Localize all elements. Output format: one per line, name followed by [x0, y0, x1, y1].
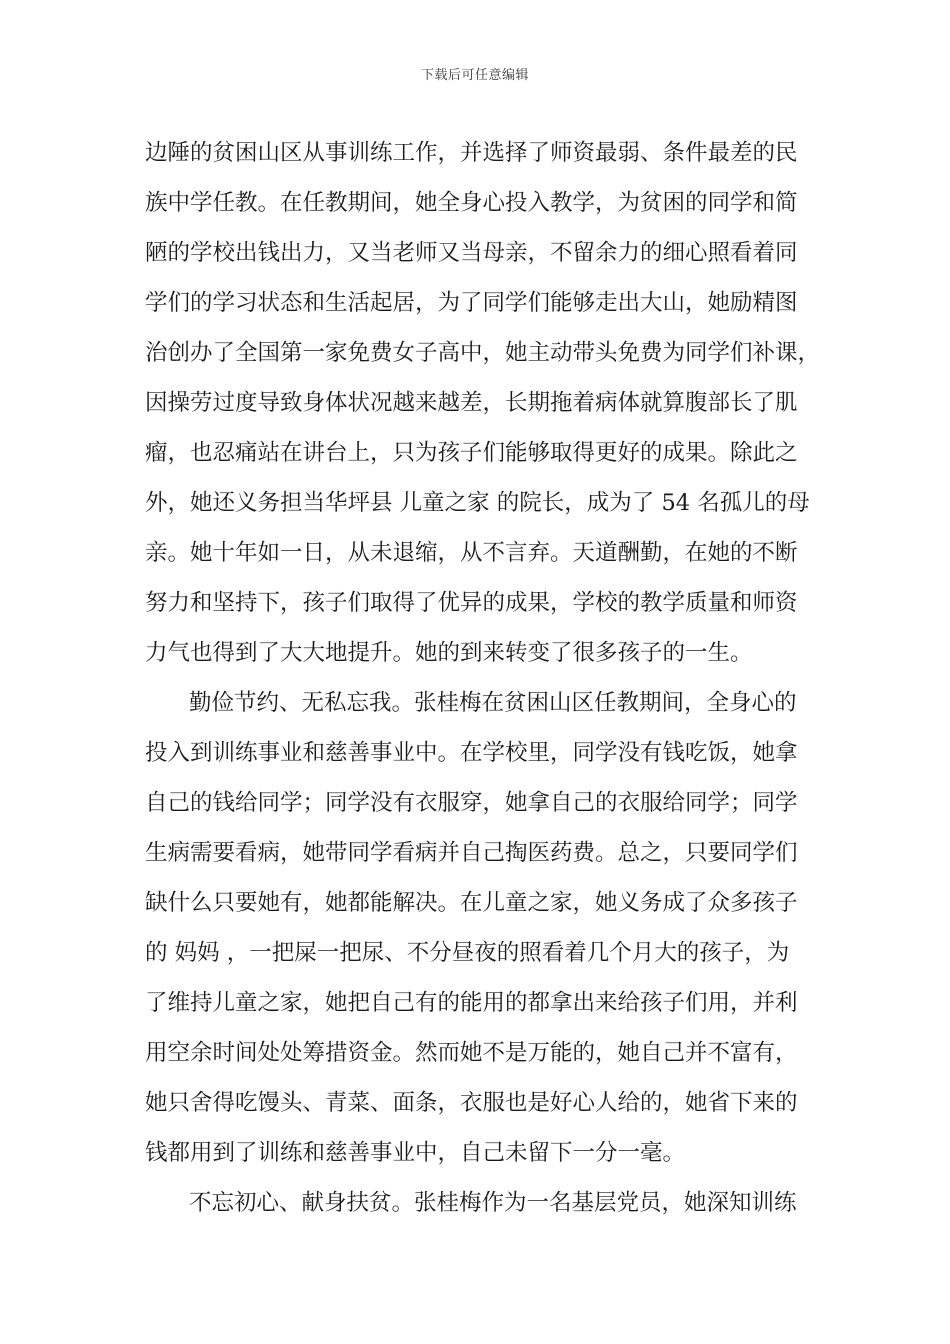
- text-line: 生病需要看病，她带同学看病并自己掏医药费。总之，只要同学们: [145, 840, 798, 866]
- text-line: 边陲的贫困山区从事训练工作，并选择了师资最弱、条件最差的民: [145, 140, 798, 166]
- text-line: 瘤，也忍痛站在讲台上，只为孩子们能够取得更好的成果。除此之: [145, 440, 798, 466]
- text-line: 陋的学校出钱出力，又当老师又当母亲，不留余力的细心照看着同: [145, 240, 798, 266]
- text-line: 钱都用到了训练和慈善事业中，自己未留下一分一毫。: [145, 1140, 686, 1166]
- text-line: 她只舍得吃馒头、青菜、面条，衣服也是好心人给的，她省下来的: [145, 1090, 798, 1116]
- text-line: 族中学任教。在任教期间，她全身心投入教学，为贫困的同学和简: [145, 190, 798, 216]
- paragraph: [145, 678, 807, 1178]
- paragraph: [145, 1178, 807, 1228]
- text-line: 因操劳过度导致身体状况越来越差，长期拖着病体就算腹部长了肌: [145, 390, 798, 416]
- document-body: [145, 128, 821, 1228]
- text-line: 勤俭节约、无私忘我。张桂梅在贫困山区任教期间，全身心的: [189, 690, 797, 716]
- text-line: 了维持儿童之家，她把自己有的能用的都拿出来给孩子们用，并利: [145, 990, 798, 1016]
- text-line: 用空余时间处处筹措资金。然而她不是万能的，她自己并不富有，: [145, 1040, 798, 1066]
- text-line: 的 妈妈 ，一把屎一把尿、不分昼夜的照看着几个月大的孩子，为: [145, 940, 790, 966]
- text-line: 不忘初心、献身扶贫。张桂梅作为一名基层党员，她深知训练: [189, 1190, 797, 1216]
- text-line: 治创办了全国第一家免费女子高中，她主动带头免费为同学们补课，: [145, 340, 821, 366]
- text-line: 力气也得到了大大地提升。她的到来转变了很多孩子的一生。: [145, 640, 753, 666]
- page-header: 下载后可任意编辑: [420, 68, 529, 83]
- text-line: 努力和坚持下，孩子们取得了优异的成果，学校的教学质量和师资: [145, 590, 798, 616]
- text-line: 学们的学习状态和生活起居，为了同学们能够走出大山，她励精图: [145, 290, 798, 316]
- text-line: 缺什么只要她有，她都能解决。在儿童之家，她义务成了众多孩子: [145, 890, 798, 916]
- text-line: 自己的钱给同学；同学没有衣服穿，她拿自己的衣服给同学；同学: [145, 790, 798, 816]
- paragraph: [145, 128, 821, 678]
- text-line: 亲。她十年如一日，从未退缩，从不言弃。天道酬勤，在她的不断: [145, 540, 798, 566]
- text-line: 外，她还义务担当华坪县 儿童之家 的院长，成为了 54 名孤儿的母: [145, 490, 810, 516]
- text-line: 投入到训练事业和慈善事业中。在学校里，同学没有钱吃饭，她拿: [145, 740, 798, 766]
